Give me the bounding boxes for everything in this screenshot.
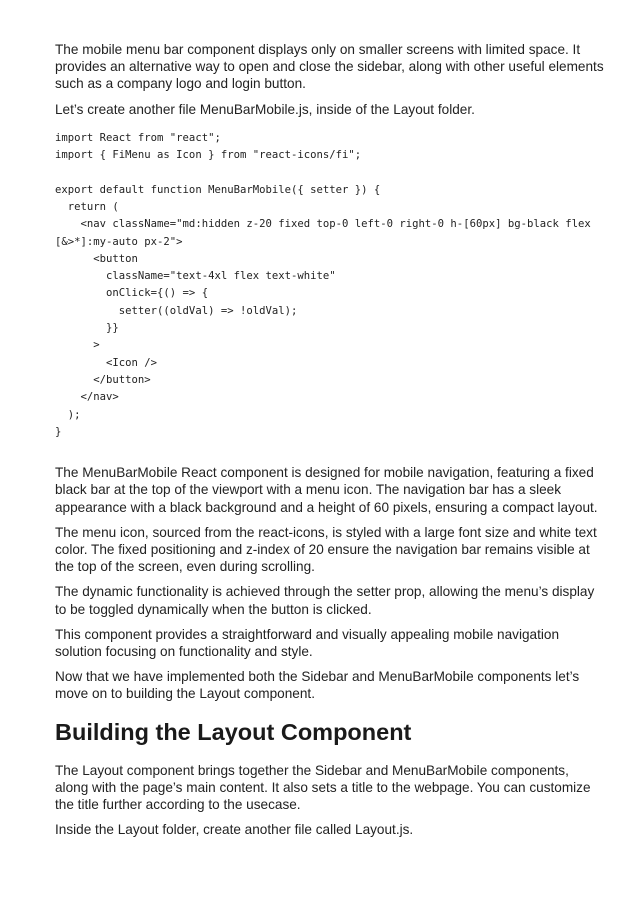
code-line: import React from "react"; bbox=[55, 131, 221, 144]
code-line: > bbox=[55, 339, 100, 352]
layout-paragraph-2: Inside the Layout folder, create another file called Layout.js. bbox=[55, 822, 414, 838]
code-line: [&>*]:my-auto px-2"> bbox=[55, 235, 183, 248]
body-paragraph-1: The MenuBarMobile React component is designed for mobile navigation, featuring a fixed black bar at the top of the viewport with a menu icon. The navigation bar has a sleek appearance with a black background and a height of 60 pixels, ensuring a compact layout. bbox=[55, 465, 598, 515]
code-line: } bbox=[55, 425, 62, 438]
intro-paragraph-1: The mobile menu bar component displays only on smaller screens with limited space. It provides an alternative way to open and close the sidebar, along with other useful elements such as a company logo and login button. bbox=[55, 42, 604, 92]
code-line bbox=[55, 164, 605, 181]
code-block-menubarmobile bbox=[55, 130, 605, 441]
code-line: import { FiMenu as Icon } from "react-icons/fi"; bbox=[55, 149, 362, 162]
section-heading: Building the Layout Component bbox=[55, 718, 412, 745]
body-paragraph-4: This component provides a straightforward and visually appealing mobile navigation solution focusing on functionality and style. bbox=[55, 626, 560, 659]
body-paragraph-3: The dynamic functionality is achieved through the setter prop, allowing the menu’s display to be toggled dynamically when the button is clicked. bbox=[55, 584, 595, 617]
code-line: ); bbox=[55, 408, 81, 421]
code-line: onClick={() => { bbox=[55, 287, 209, 300]
body-paragraph-2: The menu icon, sourced from the react-icons, is styled with a large font size and white text color. The fixed positioning and z-index of 20 ensure the navigation bar remains visible at the top of the screen, even during scrolling. bbox=[55, 524, 597, 575]
code-line: <Icon /> bbox=[55, 356, 158, 369]
code-line: export default function MenuBarMobile({ setter }) { bbox=[55, 183, 381, 196]
document-page bbox=[55, 41, 605, 846]
code-line: }} bbox=[55, 322, 119, 335]
code-line: return ( bbox=[55, 201, 119, 213]
code-line: <button bbox=[55, 252, 138, 265]
code-line: </nav> bbox=[55, 391, 119, 404]
code-line: setter((oldVal) => !oldVal); bbox=[55, 304, 298, 317]
code-line: className="text-4xl flex text-white" bbox=[55, 270, 336, 283]
body-paragraph-5: Now that we have implemented both the Sidebar and MenuBarMobile components let’s move on to building the Layout component. bbox=[55, 669, 580, 702]
intro-paragraph-2: Let’s create another file MenuBarMobile.js, inside of the Layout folder. bbox=[55, 101, 475, 117]
code-line: </button> bbox=[55, 373, 151, 386]
code-line: <nav className="md:hidden z-20 fixed top-0 left-0 right-0 h-[60px] bg-black flex bbox=[55, 218, 591, 231]
layout-paragraph-1: The Layout component brings together the Sidebar and MenuBarMobile components, along with the page’s main content. It also sets a title to the webpage. You can customize the title further according to the usecase. bbox=[55, 762, 591, 812]
